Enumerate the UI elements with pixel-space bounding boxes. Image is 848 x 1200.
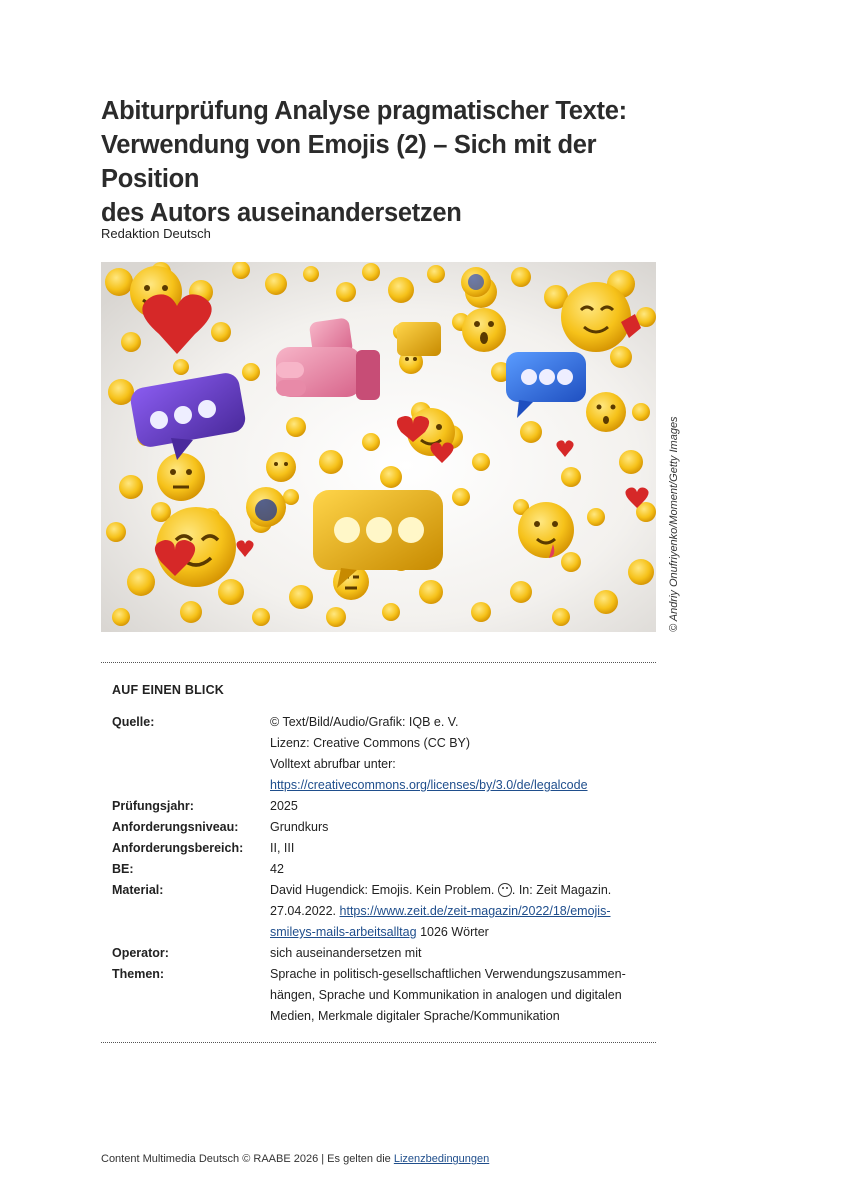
footer-text: Content Multimedia Deutsch © RAABE 2026 | Es gelten die — [101, 1153, 391, 1165]
emoji-collage-illustration — [101, 262, 656, 632]
quelle-line-1: © Text/Bild/Audio/Grafik: IQB e. V. — [270, 715, 459, 729]
value-quelle — [270, 712, 652, 796]
page-title — [101, 94, 701, 230]
title-line-1: Abiturprüfung Analyse pragmatischer Texte: — [101, 97, 627, 125]
page-footer — [101, 1153, 489, 1165]
themen-line-2: hängen, Sprache und Kommunikation in analogen und digitalen — [270, 988, 622, 1002]
label-be: BE: — [112, 862, 134, 876]
divider-bottom — [101, 1042, 656, 1043]
label-material: Material: — [112, 883, 164, 897]
label-quelle: Quelle: — [112, 715, 155, 729]
image-credit: © Andriy Onufriyenko/Moment/Getty Images — [668, 416, 680, 632]
label-themen: Themen: — [112, 967, 165, 981]
quelle-line-3: Volltext abrufbar unter: — [270, 757, 396, 771]
label-pruefungsjahr: Prüfungsjahr: — [112, 799, 194, 813]
value-bereich: II, III — [270, 841, 295, 855]
value-pruefungsjahr: 2025 — [270, 799, 298, 813]
row-be — [112, 859, 652, 880]
value-operator: sich auseinandersetzen mit — [270, 946, 422, 960]
material-text-after: . In: Zeit Magazin. — [511, 883, 612, 897]
value-themen — [270, 964, 652, 1027]
themen-line-1: Sprache in politisch-gesellschaftlichen Verwendungszusammen- — [270, 967, 626, 981]
article-link-part-2[interactable]: smileys-mails-arbeitsalltag — [270, 925, 417, 939]
info-table — [112, 712, 652, 1027]
title-line-2: Verwendung von Emojis (2) – Sich mit der Position — [101, 131, 597, 193]
label-niveau: Anforderungsniveau: — [112, 820, 239, 834]
box-heading: AUF EINEN BLICK — [112, 683, 225, 697]
license-conditions-link[interactable]: Lizenzbedingungen — [393, 1153, 490, 1165]
article-link-part-1[interactable]: https://www.zeit.de/zeit-magazin/2022/18/emojis- — [339, 904, 611, 918]
value-material — [270, 880, 652, 943]
row-niveau — [112, 817, 652, 838]
row-material — [112, 880, 652, 943]
material-date: 27.04.2022. — [270, 904, 337, 918]
divider-top — [101, 662, 656, 663]
quelle-line-2: Lizenz: Creative Commons (CC BY) — [270, 736, 471, 750]
row-operator — [112, 943, 652, 964]
label-operator: Operator: — [112, 946, 169, 960]
row-pruefungsjahr — [112, 796, 652, 817]
value-niveau: Grundkurs — [270, 820, 329, 834]
label-bereich: Anforderungsbereich: — [112, 841, 244, 855]
title-line-3: des Autors auseinandersetzen — [101, 199, 462, 227]
material-words: 1026 Wörter — [420, 925, 489, 939]
themen-line-3: Medien, Merkmale digitaler Sprache/Kommunikation — [270, 1009, 560, 1023]
value-be: 42 — [270, 862, 284, 876]
row-themen — [112, 964, 652, 1027]
emoji-collage-image — [101, 262, 656, 632]
row-bereich — [112, 838, 652, 859]
row-quelle — [112, 712, 652, 796]
license-link[interactable]: https://creativecommons.org/licenses/by/3.0/de/legalcode — [270, 778, 588, 792]
wink-emoji-icon — [498, 883, 512, 897]
author: Redaktion Deutsch — [101, 226, 211, 241]
material-text-before: David Hugendick: Emojis. Kein Problem. — [270, 883, 495, 897]
